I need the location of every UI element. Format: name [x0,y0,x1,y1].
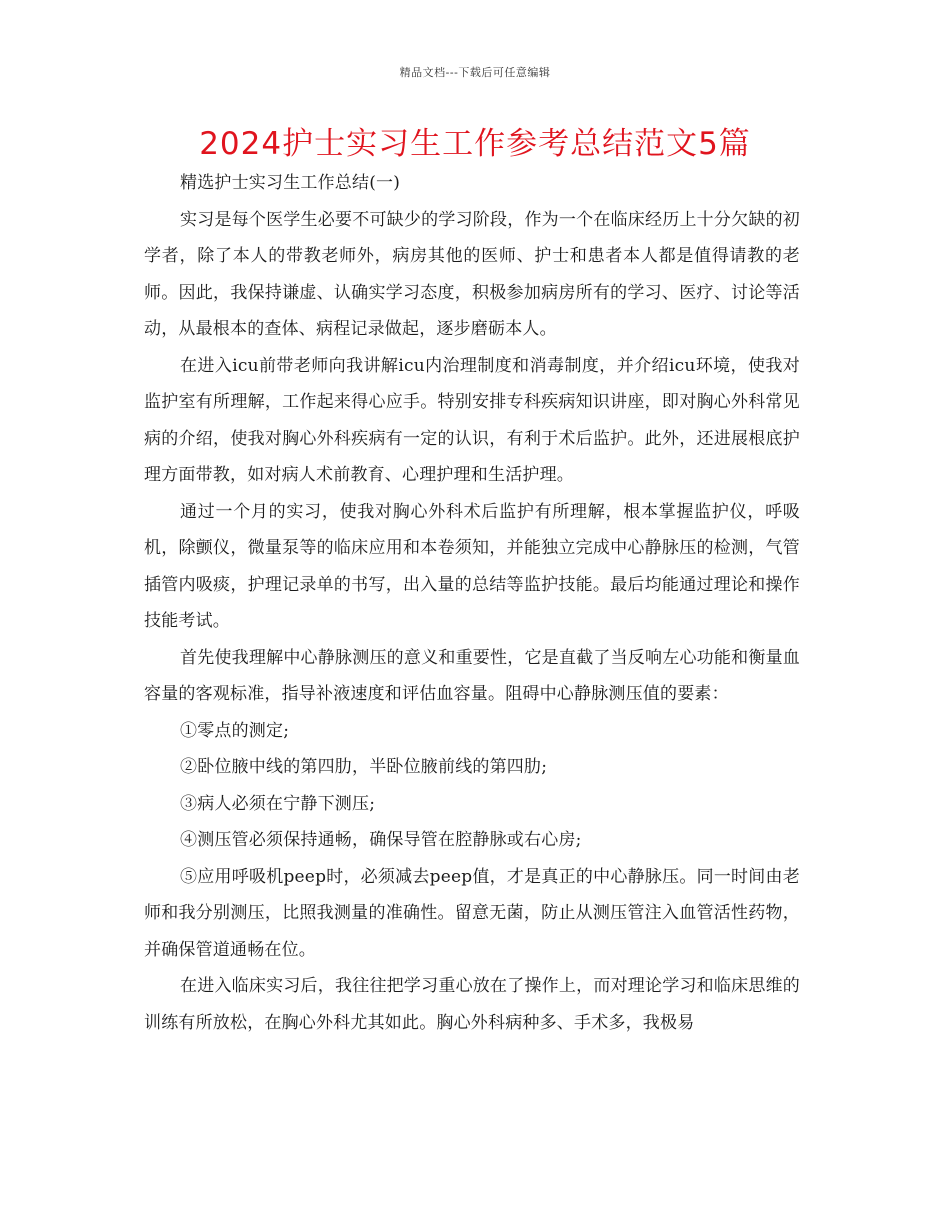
list-item: ④测压管必须保持通畅，确保导管在腔静脉或右心房; [180,830,582,850]
body-paragraph: 实习是每个医学生必要不可缺少的学习阶段，作为一个在临床经历上十分欠缺的初学者，除了本人的带教老师外，病房其他的医师、护士和患者本人都是值得请教的老师。因此，我保持谦虚、认确实学习态度，积极参加病房所有的学习、医疗、讨论等活动，从最根本的查体、病程记录做起，逐步磨砺本人。 [144,209,800,339]
document-body [144,165,800,1041]
body-paragraph: 通过一个月的实习，使我对胸心外科术后监护有所理解，根本掌握监护仪，呼吸机，除颤仪，微量泵等的临床应用和本卷须知，并能独立完成中心静脉压的检测，气管插管内吸痰，护理记录单的书写，出入量的总结等监护技能。最后均能通过理论和操作技能考试。 [144,501,800,631]
section-heading: 精选护士实习生工作总结(一) [180,173,401,193]
list-item: ③病人必须在宁静下测压; [180,793,376,814]
header-note: 精品文档---下载后可任意编辑 [399,66,551,79]
body-paragraph: 在进入临床实习后，我往往把学习重心放在了操作上，而对理论学习和临床思维的训练有所放松，在胸心外科尤其如此。胸心外科病种多、手术多，我极易 [144,976,800,1033]
body-paragraph: 在进入icu前带老师向我讲解icu内治理制度和消毒制度，并介绍icu环境，使我对监护室有所理解，工作起来得心应手。特别安排专科疾病知识讲座，即对胸心外科常见病的介绍，使我对胸心外科疾病有一定的认识，有利于术后监护。此外，还进展根底护理方面带教，如对病人术前教育、心理护理和生活护理。 [144,355,800,485]
list-item: ①零点的测定; [180,720,290,741]
body-paragraph: 首先使我理解中心静脉测压的意义和重要性，它是直截了当反响左心功能和衡量血容量的客观标准，指导补液速度和评估血容量。阻碍中心静脉测压值的要素： [144,647,800,704]
list-item: ②卧位腋中线的第四肋，半卧位腋前线的第四肋; [180,757,548,777]
list-item: ⑤应用呼吸机peep时，必须减去peep值，才是真正的中心静脉压。同一时间由老师和我分别测压，比照我测量的准确性。留意无菌，防止从测压管注入血管活性药物，并确保管道通畅在位。 [144,866,800,960]
document-title: 2024护士实习生工作参考总结范文5篇 [199,126,751,162]
